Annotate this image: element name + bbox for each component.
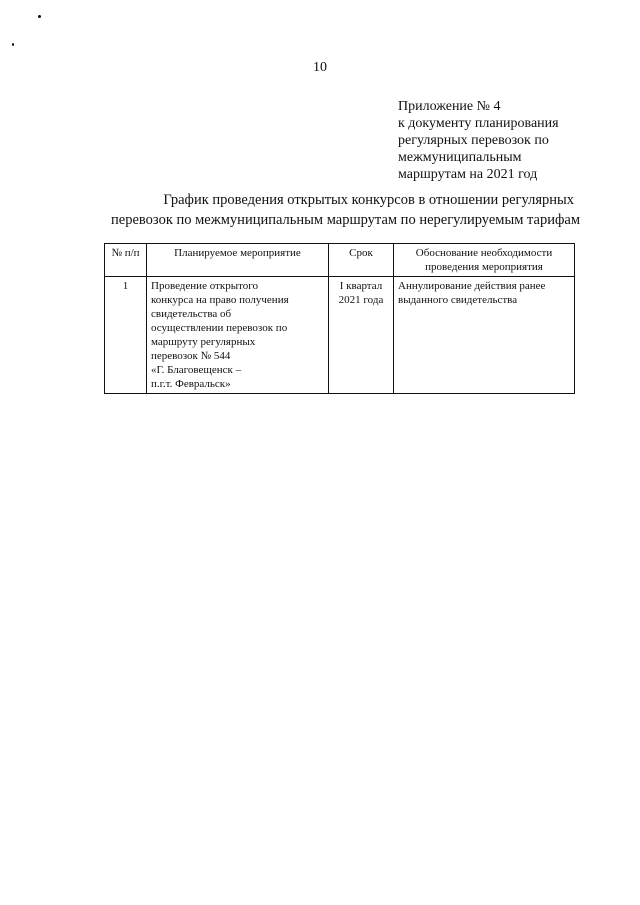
header-term: Срок — [329, 244, 394, 277]
appendix-header — [398, 98, 559, 183]
table-header-row — [105, 244, 575, 277]
header-basis: Обоснование необходимости проведения мероприятия — [394, 244, 575, 277]
table-row — [105, 277, 575, 394]
title-line: График проведения открытых конкурсов в отношении регулярных — [163, 192, 574, 208]
appendix-line: межмуниципальным — [398, 150, 522, 165]
appendix-line: Приложение № 4 — [398, 99, 501, 114]
page-number: 10 — [313, 60, 327, 75]
header-number: № п/п — [105, 244, 147, 277]
event-line: маршруту регулярных — [151, 336, 256, 348]
appendix-line: к документу планирования — [398, 116, 559, 131]
cell-basis — [394, 277, 575, 394]
event-line: осуществлении перевозок по — [151, 322, 288, 334]
schedule-table — [104, 243, 575, 394]
event-line: свидетельства об — [151, 308, 232, 320]
appendix-line: маршрутам на 2021 год — [398, 167, 538, 182]
basis-line: Аннулирование действия ранее — [398, 280, 546, 292]
cell-number: 1 — [105, 277, 147, 394]
event-line: п.г.т. Февральск» — [151, 378, 231, 390]
scan-speck — [12, 43, 14, 46]
event-line: перевозок № 544 — [151, 350, 231, 362]
header-event: Планируемое мероприятие — [147, 244, 329, 277]
event-line: «Г. Благовещенск – — [151, 364, 242, 376]
basis-line: выданного свидетельства — [398, 294, 518, 306]
event-line: Проведение открытого — [151, 280, 258, 292]
cell-term: I квартал 2021 года — [329, 277, 394, 394]
scan-speck — [38, 15, 41, 18]
document-title — [100, 190, 580, 230]
appendix-line: регулярных перевозок по — [398, 133, 549, 148]
event-line: конкурса на право получения — [151, 294, 289, 306]
cell-event — [147, 277, 329, 394]
title-line: перевозок по межмуниципальным маршрутам по нерегулируемым тарифам — [111, 212, 580, 228]
